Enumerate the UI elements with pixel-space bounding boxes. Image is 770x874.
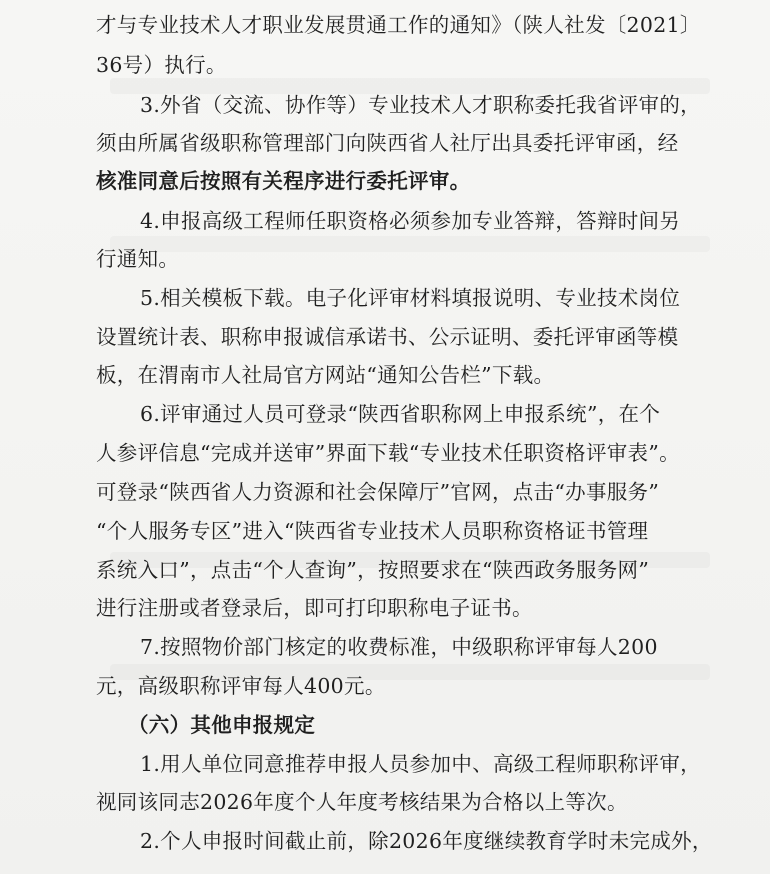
text-line: 设置统计表、职称申报诚信承诺书、公示证明、委托评审函等模 — [96, 325, 679, 349]
text-line: 进行注册或者登录后，即可打印职称电子证书。 — [96, 596, 533, 620]
text-line: 6.评审通过人员可登录“陕西省职称网上申报系统”，在个 — [140, 402, 661, 426]
text-line: 系统入口”，点击“个人查询”，按照要求在“陕西政务服务网” — [96, 558, 650, 582]
text-line-bold: 核准同意后按照有关程序进行委托评审。 — [96, 169, 471, 193]
text-line: 人参评信息“完成并送审”界面下载“专业技术任职资格评审表”。 — [96, 441, 680, 465]
text-line: 元，高级职称评审每人400元。 — [96, 674, 386, 698]
text-line: 行通知。 — [96, 247, 180, 271]
text-line: 才与专业技术人才职业发展贯通工作的通知》（陕人社发〔2021〕 — [96, 13, 701, 37]
text-line: 4.申报高级工程师任职资格必须参加专业答辩，答辩时间另 — [140, 209, 681, 233]
text-line: “个人服务专区”进入“陕西省专业技术人员职称资格证书管理 — [96, 519, 649, 543]
text-line: 板，在渭南市人社局官方网站“通知公告栏”下载。 — [96, 363, 555, 387]
text-line: 须由所属省级职称管理部门向陕西省人社厅出具委托评审函，经 — [96, 131, 679, 155]
text-line: 5.相关模板下载。电子化评审材料填报说明、专业技术岗位 — [140, 286, 681, 310]
text-line: 1.用人单位同意推荐申报人员参加中、高级工程师职称评审， — [140, 752, 701, 776]
text-line: 2.个人申报时间截止前，除2026年度继续教育学时未完成外， — [140, 829, 713, 853]
text-line: 可登录“陕西省人力资源和社会保障厅”官网，点击“办事服务” — [96, 480, 660, 504]
text-line: 视同该同志2026年度个人年度考核结果为合格以上等次。 — [96, 790, 628, 814]
section-heading: （六）其他申报规定 — [128, 713, 316, 737]
text-line: 3.外省（交流、协作等）专业技术人才职称委托我省评审的， — [140, 93, 701, 117]
text-line: 36号）执行。 — [96, 53, 227, 77]
text-line: 7.按照物价部门核定的收费标准，中级职称评审每人200 — [140, 635, 658, 659]
